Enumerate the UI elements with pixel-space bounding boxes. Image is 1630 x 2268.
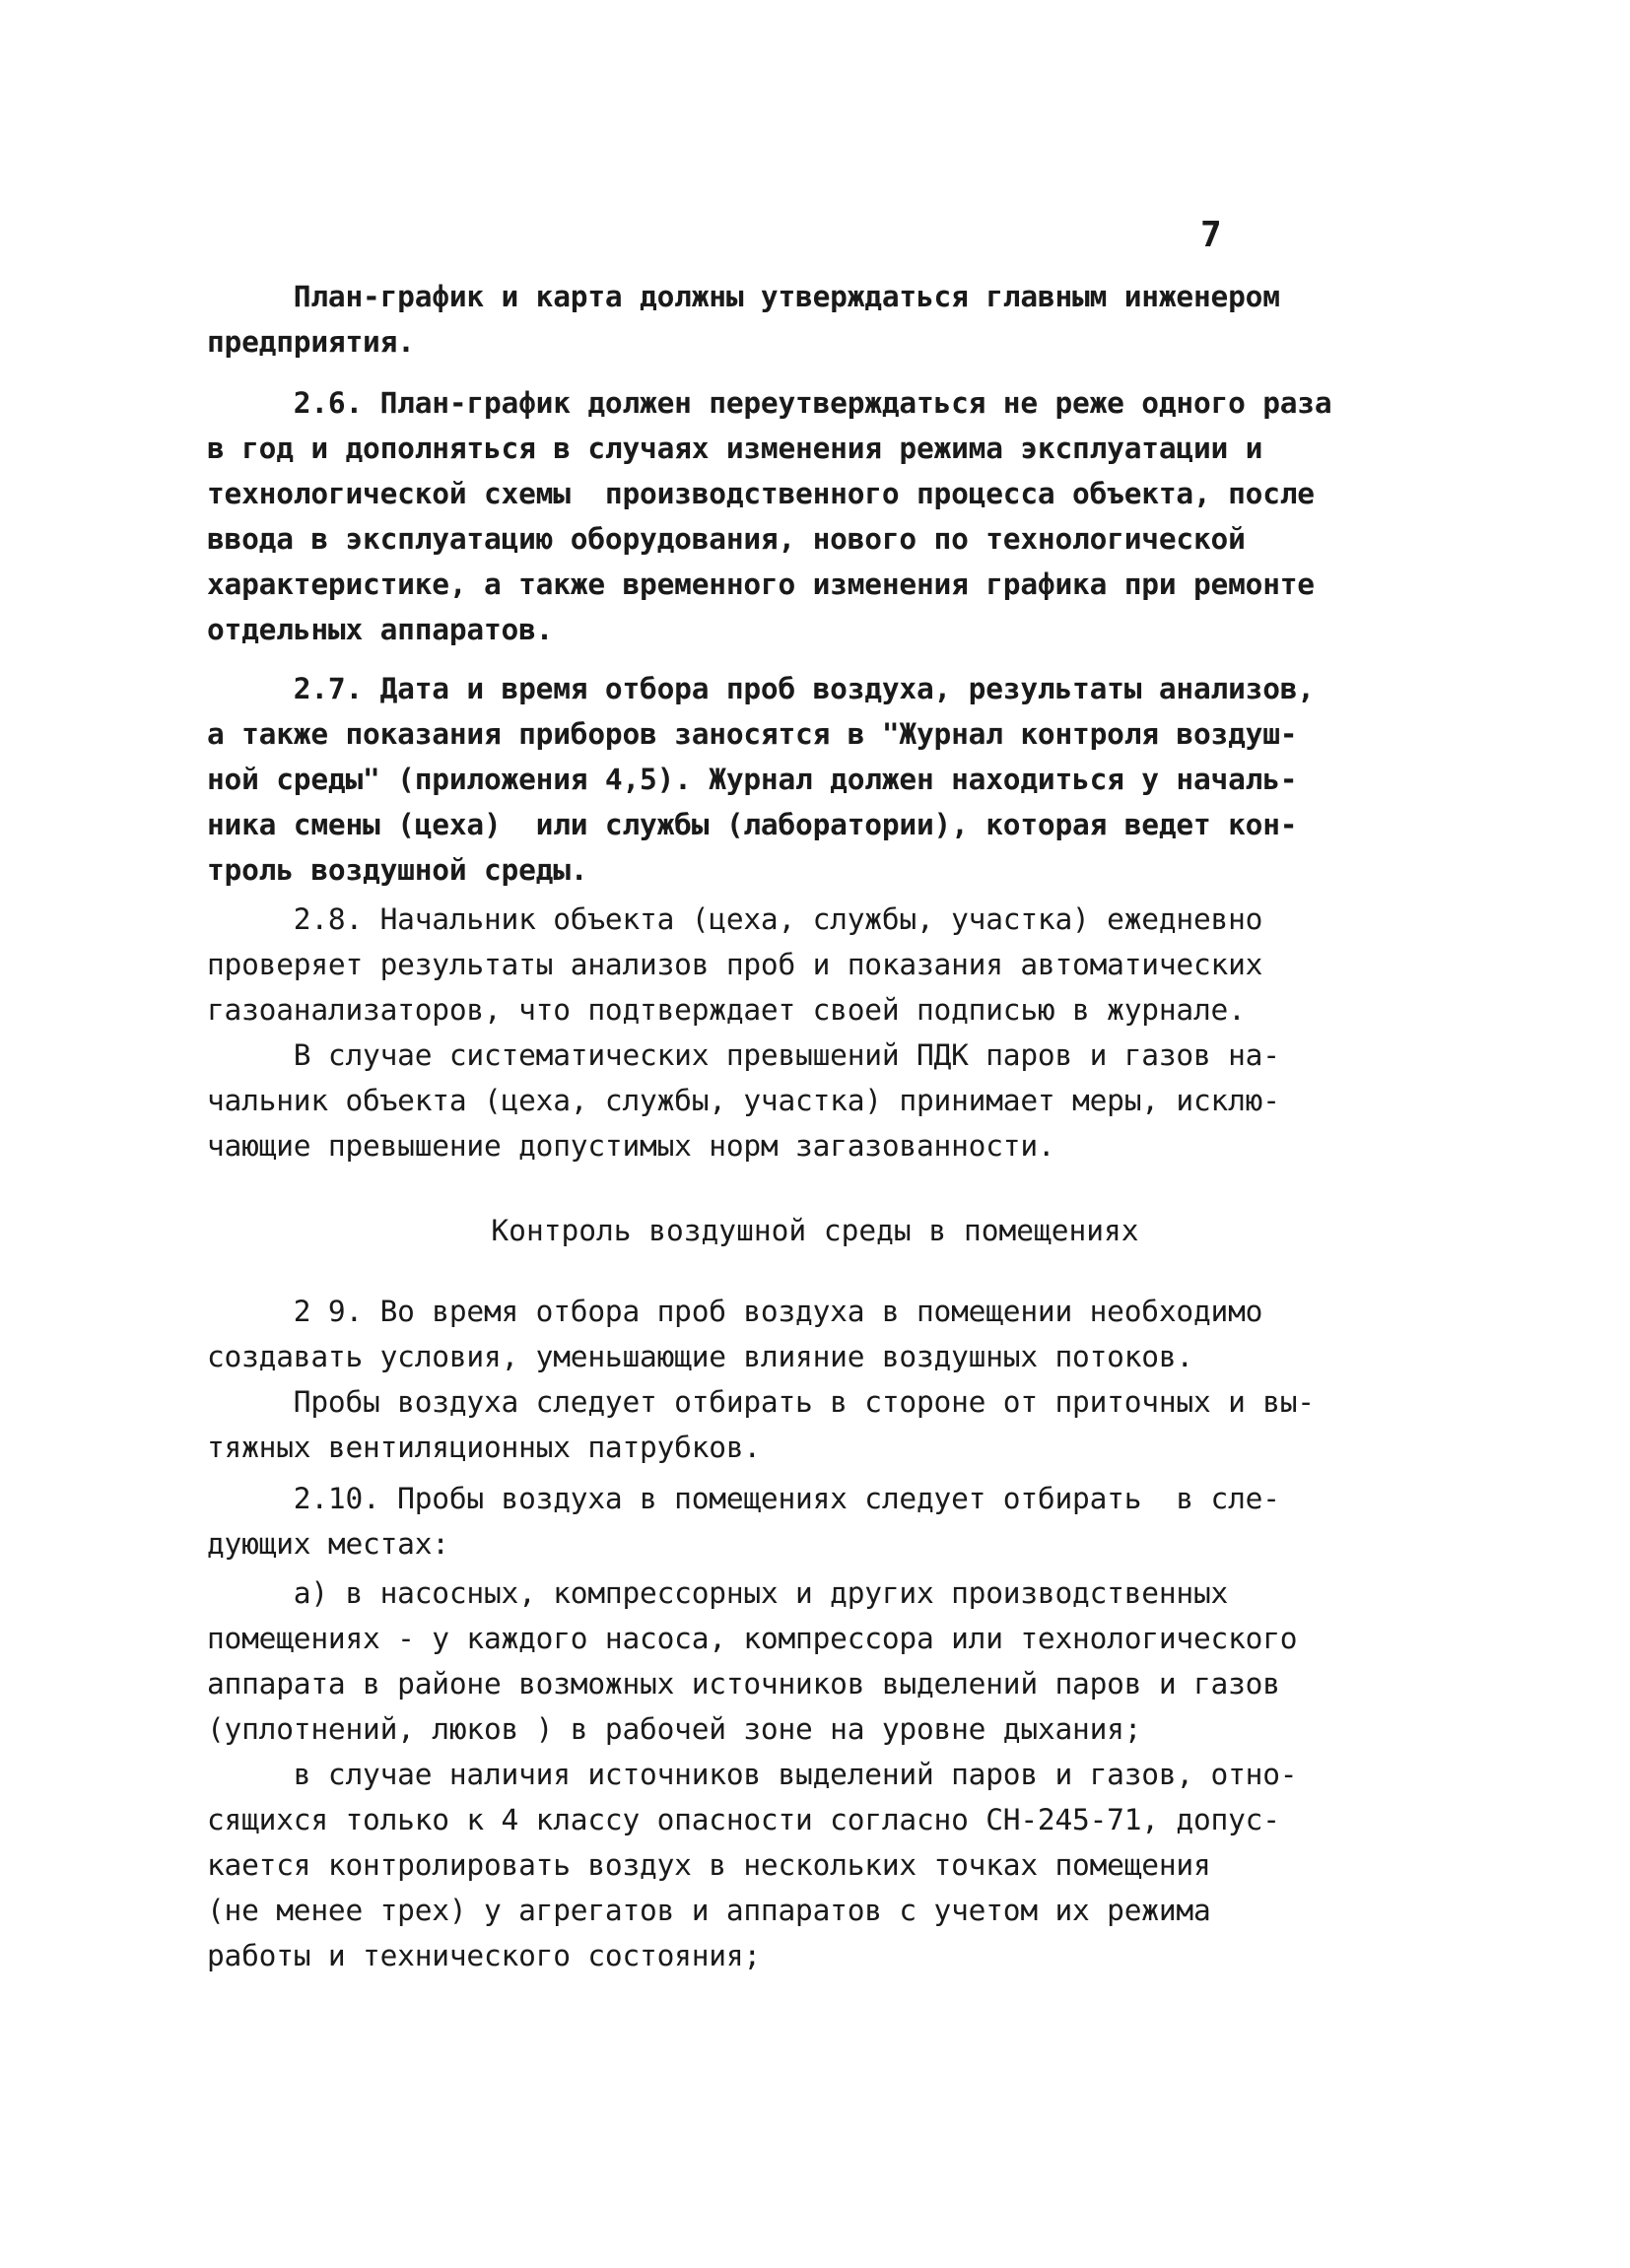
text-line: газоанализаторов, что подтверждает своей подписью в журнале. [207, 993, 1246, 1027]
text-line: 2.8. Начальник объекта (цеха, службы, участка) ежедневно [207, 902, 1263, 936]
text-line: 2.7. Дата и время отбора проб воздуха, результаты анализов, [207, 672, 1315, 705]
text-line: в случае наличия источников выделений паров и газов, отно- [207, 1758, 1298, 1791]
text-line: ной среды" (приложения 4,5). Журнал должен находиться у началь- [207, 763, 1298, 796]
text-line: чальник объекта (цеха, службы, участка) принимает меры, исклю- [207, 1084, 1280, 1117]
paragraph-2-6 [207, 380, 1390, 652]
text-line: (уплотнений, люков ) в рабочей зоне на уровне дыхания; [207, 1712, 1142, 1746]
paragraph-2-10 [207, 1476, 1390, 1567]
paragraph-plan-approval [207, 274, 1390, 365]
text-line: План-график и карта должны утверждаться главным инженером [207, 280, 1280, 313]
text-line: характеристике, а также временного изменения графика при ремонте [207, 567, 1315, 601]
paragraph-2-7 [207, 666, 1390, 893]
text-line: помещениях - у каждого насоса, компрессора или технологического [207, 1622, 1298, 1655]
text-line: В случае систематических превышений ПДК паров и газов на- [207, 1038, 1280, 1072]
text-line: сящихся только к 4 классу опасности согласно СН-245-71, допус- [207, 1803, 1280, 1836]
text-line: ввода в эксплуатацию оборудования, нового по технологической [207, 522, 1246, 556]
text-line: в год и дополняться в случаях изменения режима эксплуатации и [207, 432, 1263, 465]
text-line: предприятия. [207, 325, 415, 359]
section-heading: Контроль воздушной среды в помещениях [491, 1214, 1139, 1247]
text-line: троль воздушной среды. [207, 853, 588, 887]
text-line: а также показания приборов заносятся в "Журнал контроля воздуш- [207, 717, 1298, 751]
text-line: дующих местах: [207, 1527, 449, 1561]
text-line: работы и технического состояния; [207, 1939, 761, 1972]
text-line: 2.10. Пробы воздуха в помещениях следует отбирать в сле- [207, 1482, 1280, 1515]
paragraph-2-8 [207, 897, 1390, 1168]
text-line: 2.6. План-график должен переутверждаться не реже одного раза [207, 386, 1332, 420]
page-number: 7 [1200, 215, 1222, 255]
text-line: (не менее трех) у агрегатов и аппаратов с учетом их режима [207, 1894, 1211, 1927]
text-line: чающие превышение допустимых норм загазованности. [207, 1129, 1055, 1163]
text-line: 2 9. Во время отбора проб воздуха в помещении необходимо [207, 1295, 1263, 1328]
text-line: аппарата в районе возможных источников выделений паров и газов [207, 1667, 1280, 1701]
text-line: а) в насосных, компрессорных и других производственных [207, 1576, 1229, 1610]
paragraph-2-10-a [207, 1570, 1390, 1978]
text-line: отдельных аппаратов. [207, 613, 554, 646]
text-line: тяжных вентиляционных патрубков. [207, 1431, 761, 1464]
text-line: Пробы воздуха следует отбирать в стороне от приточных и вы- [207, 1385, 1315, 1419]
text-line: ника смены (цеха) или службы (лаборатории), которая ведет кон- [207, 808, 1298, 841]
text-line: проверяет результаты анализов проб и показания автоматических [207, 948, 1263, 981]
text-line: создавать условия, уменьшающие влияние воздушных потоков. [207, 1340, 1193, 1373]
text-line: кается контролировать воздух в нескольких точках помещения [207, 1848, 1211, 1882]
text-line: технологической схемы производственного процесса объекта, после [207, 477, 1315, 510]
paragraph-2-9 [207, 1289, 1390, 1470]
